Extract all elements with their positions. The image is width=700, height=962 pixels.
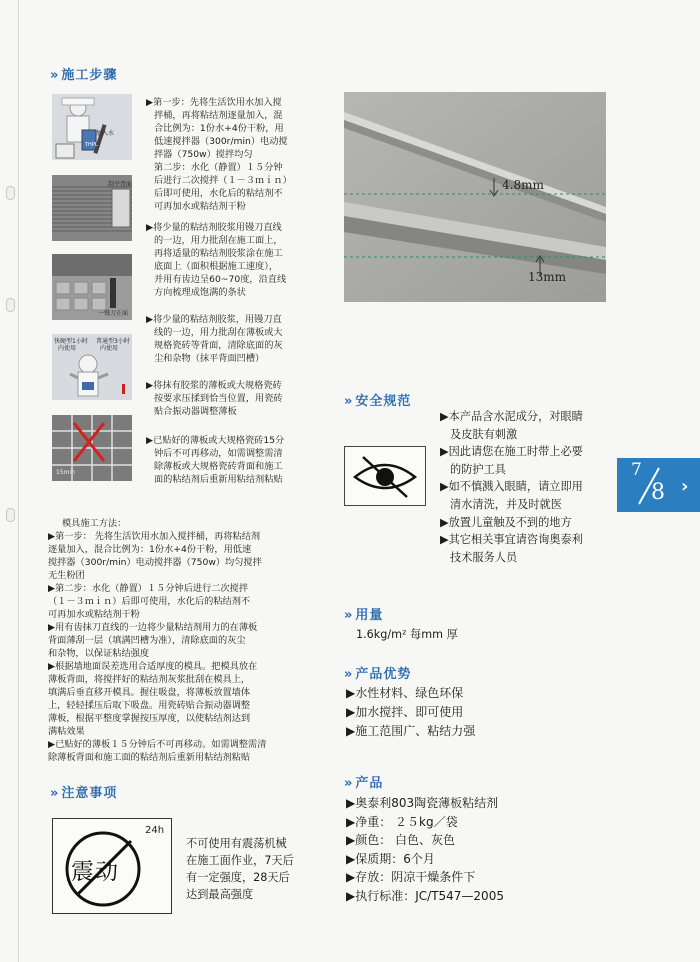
step-4-image	[52, 334, 132, 400]
chevron-icon: »	[344, 608, 354, 623]
step-1-image	[52, 94, 132, 160]
safety-section-title: » 安全规范	[344, 394, 412, 409]
step-3-text: ▶将少量的粘结剂胶浆，用镘刀直 线的一边，用力批刮在薄板或大 规格瓷砖等背面，清除底面的灰 尘和杂物（抹平背面凹槽）	[146, 314, 283, 364]
thickness-bottom-label: 13mm	[528, 270, 567, 284]
punch-hole	[6, 508, 15, 522]
add-water-label: 加入水	[96, 130, 115, 137]
step-1-text: ▶第一步：先将生活饮用水加入搅 拌桶，再将粘结剂逐量加入，混 合比例为：1份水+4份干粉，用 低速搅拌器（300r/min）电动搅 拌器（750w）搅拌均匀 第二步：水化（静置）１５分钟 后进行二次搅拌（１－３ｍｉｎ） 后即可使用，水化后的粘结剂不 可再加水或粘结剂干粉	[146, 97, 292, 212]
mixing-worker-illustration	[52, 94, 132, 160]
mold-method-block: 模具施工方法： ▶第一步： 先将生活饮用水加入搅拌桶，再将粘结剂 逐量加入，混合比例为：1份水+4份干粉，用低速 搅拌器（300r/min）电动搅拌器（750w）均匀搅拌 无生粉团 ▶第二步：水化（静置）１５分钟后进行二次搅拌 （１－３ｍｉｎ）后即可使用，水化后的粘结剂不 可再加水或粘结剂干粉 ▶用有齿抹刀直线的一边将少量粘结剂用力的在薄板 背面薄刮一层（填满凹槽为准），清除底面的灰尘 和杂物，以保证粘结强度 ▶根据墙地面误差选用合适厚度的模具。把模具放在 薄板背面，将搅拌好的粘结剂灰浆批刮在模具上， 填满后垂直移开模具。握住吸盘，将薄板放置墙体 上，轻轻揉压后取下吸盘。用瓷砖贴合振动器调整 薄板，根据平整度掌握按压厚度，以使粘结剂达到 满粘效果 ▶已贴好的薄板１５分钟后不可再移动。如需调整需清 除薄板背面和施工面的粘结剂后重新用粘结剂粘贴	[48, 517, 316, 764]
bag-logo-label: THPL	[85, 142, 98, 148]
advantages-list: ▶水性材料、绿色环保 ▶加水搅拌、即可使用 ▶施工范围广、粘结力强	[346, 686, 476, 738]
page-number-right: 8	[651, 480, 665, 505]
normal-type-usage-label: 内使用	[100, 345, 119, 352]
notes-text: 不可使用有震荡机械 在施工面作业，7天后 有一定强度，28天后 达到最高强度	[186, 837, 294, 901]
step-4-text: ▶将抹有胶浆的薄板或大规格瓷砖 按要求压揉到恰当位置，用瓷砖 贴合振动器调整薄板	[146, 380, 283, 417]
punch-hole	[6, 298, 15, 312]
notes-section-title: » 注意事项	[50, 786, 118, 801]
mold-method-heading: 模具施工方法：	[62, 518, 127, 529]
scrape-back-label: 刮平背面	[108, 181, 132, 188]
step-2-text: ▶将少量的粘结剂胶浆用镘刀直线 的一边，用力批刮在施工面上， 再将适量的粘结剂胶浆涂在施工 底面上（面积根据施工速度）， 并用有齿边呈60~70度，沿直线 方向梳理成饱满的条状	[146, 222, 287, 298]
chevron-icon: »	[344, 776, 354, 791]
eye-crossed-icon	[345, 447, 425, 505]
eye-protection-sign	[344, 446, 426, 506]
product-section-title: » 产品	[344, 776, 384, 791]
fifteen-min-label: 15min	[56, 469, 75, 476]
step-3-image	[52, 254, 132, 320]
fast-type-label: 快硬型1小时	[54, 338, 88, 345]
normal-type-label: 普通型3小时	[96, 338, 130, 345]
steps-section-title: » 施工步骤	[50, 68, 118, 83]
page-edge-line	[18, 0, 19, 962]
step-5-image	[52, 415, 132, 481]
next-chevron-icon: ›	[681, 476, 689, 497]
page-number-left: 7	[631, 460, 642, 480]
trowel-front-label: 一镘刀正面	[98, 310, 129, 317]
step-2-image	[52, 175, 132, 241]
step-5-text: ▶已贴好的薄板或大规格瓷砖15分 钟后不可再移动，如需调整需清 除薄板或大规格瓷砖背面和施工 面的粘结剂后重新用粘结剂粘贴	[146, 435, 285, 485]
punch-hole	[6, 186, 15, 200]
fast-type-usage-label: 内使用	[58, 345, 77, 352]
page-number-tab	[617, 458, 700, 512]
thickness-top-label: 4.8mm	[502, 178, 544, 192]
chevron-icon: »	[50, 68, 60, 83]
thin-tile-photo	[344, 92, 606, 302]
no-vibration-sign	[52, 818, 172, 914]
chevron-icon: »	[344, 667, 354, 682]
usage-value: 1.6kg/m² 每mm 厚	[356, 628, 458, 641]
tile-layers-illustration	[344, 92, 606, 302]
chevron-icon: »	[50, 786, 60, 801]
vibration-word: 震动	[71, 859, 119, 885]
usage-section-title: » 用量	[344, 608, 384, 623]
product-spec-list: ▶奥泰利803陶瓷薄板粘结剂 ▶净重： ２５kg／袋 ▶颜色： 白色、灰色 ▶保质期：6个月 ▶存放：阴凉干燥条件下 ▶执行标准：JC/T547—2005	[346, 796, 504, 903]
advantages-section-title: » 产品优势	[344, 667, 412, 682]
24h-label: 24h	[145, 825, 165, 836]
safety-text: ▶本产品含水泥成分，对眼睛 及皮肤有刺激 ▶因此请您在施工时带上必要 的防护工具 ▶如不慎溅入眼睛，请立即用 清水清洗，并及时就医 ▶放置儿童触及不到的地方 ▶其它相关事宜请咨询奥泰利 技术服务人员	[440, 410, 583, 564]
chevron-icon: »	[344, 394, 354, 409]
